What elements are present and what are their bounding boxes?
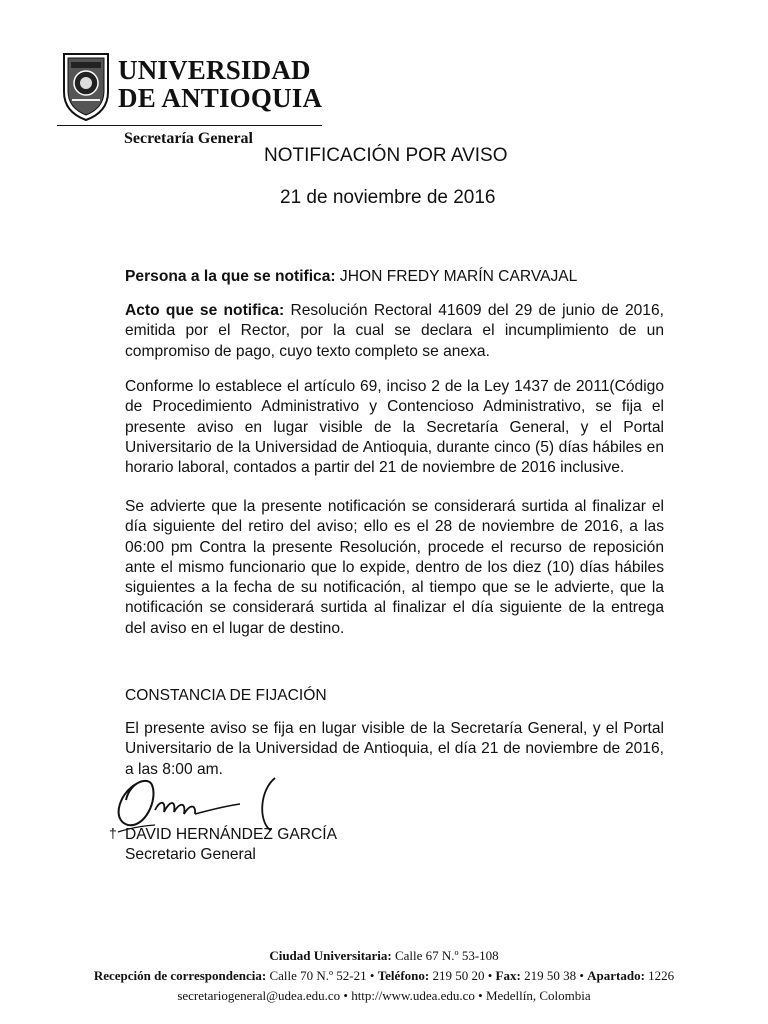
- university-name-line2: DE ANTIOQUIA: [118, 83, 323, 113]
- document-date: 21 de noviembre de 2016: [280, 187, 496, 208]
- footer-address: [0, 946, 768, 966]
- footer-address-label: Ciudad Universitaria:: [269, 948, 392, 963]
- footer-pobox-label: Apartado:: [587, 968, 645, 983]
- constancia-text: El presente aviso se fija en lugar visible de la Secretaría General, y el Portal Universitario de la Universidad de Antioquia, el día 21 de noviembre de 2016, a las 8:00 am.: [125, 720, 664, 778]
- notice-terms-paragraph: Se advierte que la presente notificación se considerará surtida al finalizar el día siguiente del retiro del aviso; ello es el 28 de noviembre de 2016, a las 06:00 pm Contra la presente Resolución, procede el recurso de reposición ante el mismo funcionario que lo expide, dentro de los diez (10) días hábiles siguientes a la fecha de su notificación, al tiempo que se le advierte, que la notificación se considerará surtida al finalizar el día siguiente de la entrega del aviso en el lugar de destino.: [125, 498, 664, 637]
- footer-address-value: Calle 67 N.º 53-108: [391, 948, 499, 963]
- footer-contact: [0, 966, 768, 986]
- footer-correspondence-label: Recepción de correspondencia:: [93, 968, 267, 983]
- notified-act-label: Acto que se notifica:: [125, 302, 285, 319]
- footer-phone-value: 219 50 20 •: [429, 968, 496, 983]
- notified-person-value: JHON FREDY MARÍN CARVAJAL: [335, 268, 578, 285]
- footer-web: secretariogeneral@udea.edu.co • http://www.udea.edu.co • Medellín, Colombia: [177, 988, 591, 1003]
- header-divider: [57, 125, 322, 126]
- footer-fax-label: Fax:: [495, 968, 521, 983]
- document-title: NOTIFICACIÓN POR AVISO: [264, 145, 508, 166]
- signatory-role: Secretario General: [125, 846, 256, 863]
- constancia-heading: CONSTANCIA DE FIJACIÓN: [125, 687, 327, 704]
- office-name: Secretaría General: [124, 130, 253, 147]
- university-seal-icon: [60, 50, 112, 124]
- footer-correspondence-value: Calle 70 N.º 52-21 •: [266, 968, 378, 983]
- cross-mark-icon: †: [109, 825, 117, 841]
- university-name: [118, 56, 322, 112]
- university-name-line1: UNIVERSIDAD: [118, 55, 311, 85]
- notified-person-label: Persona a la que se notifica:: [125, 268, 336, 285]
- footer-phone-label: Teléfono:: [377, 968, 430, 983]
- footer-fax-value: 219 50 38 •: [520, 968, 588, 983]
- notified-act-value: Resolución Rectoral 41609 del 29 de junio de 2016, emitida por el Rector, por la cual se declara el incumplimiento de un compromiso de pago, cuyo texto completo se anexa.: [125, 302, 664, 360]
- notified-person: [125, 267, 664, 287]
- signatory-name: DAVID HERNÁNDEZ GARCÍA: [125, 826, 337, 843]
- notified-act: [125, 301, 664, 362]
- legal-basis-paragraph: Conforme lo establece el artículo 69, inciso 2 de la Ley 1437 de 2011(Código de Procedimiento Administrativo y Contencioso Administrativo, se fija el presente aviso en lugar visible de la Secretaría General, y el Portal Universitario de la Universidad de Antioquia, durante cinco (5) días hábiles en horario laboral, contados a partir del 21 de noviembre de 2016 inclusive.: [125, 378, 664, 477]
- footer-pobox-value: 1226: [644, 968, 675, 983]
